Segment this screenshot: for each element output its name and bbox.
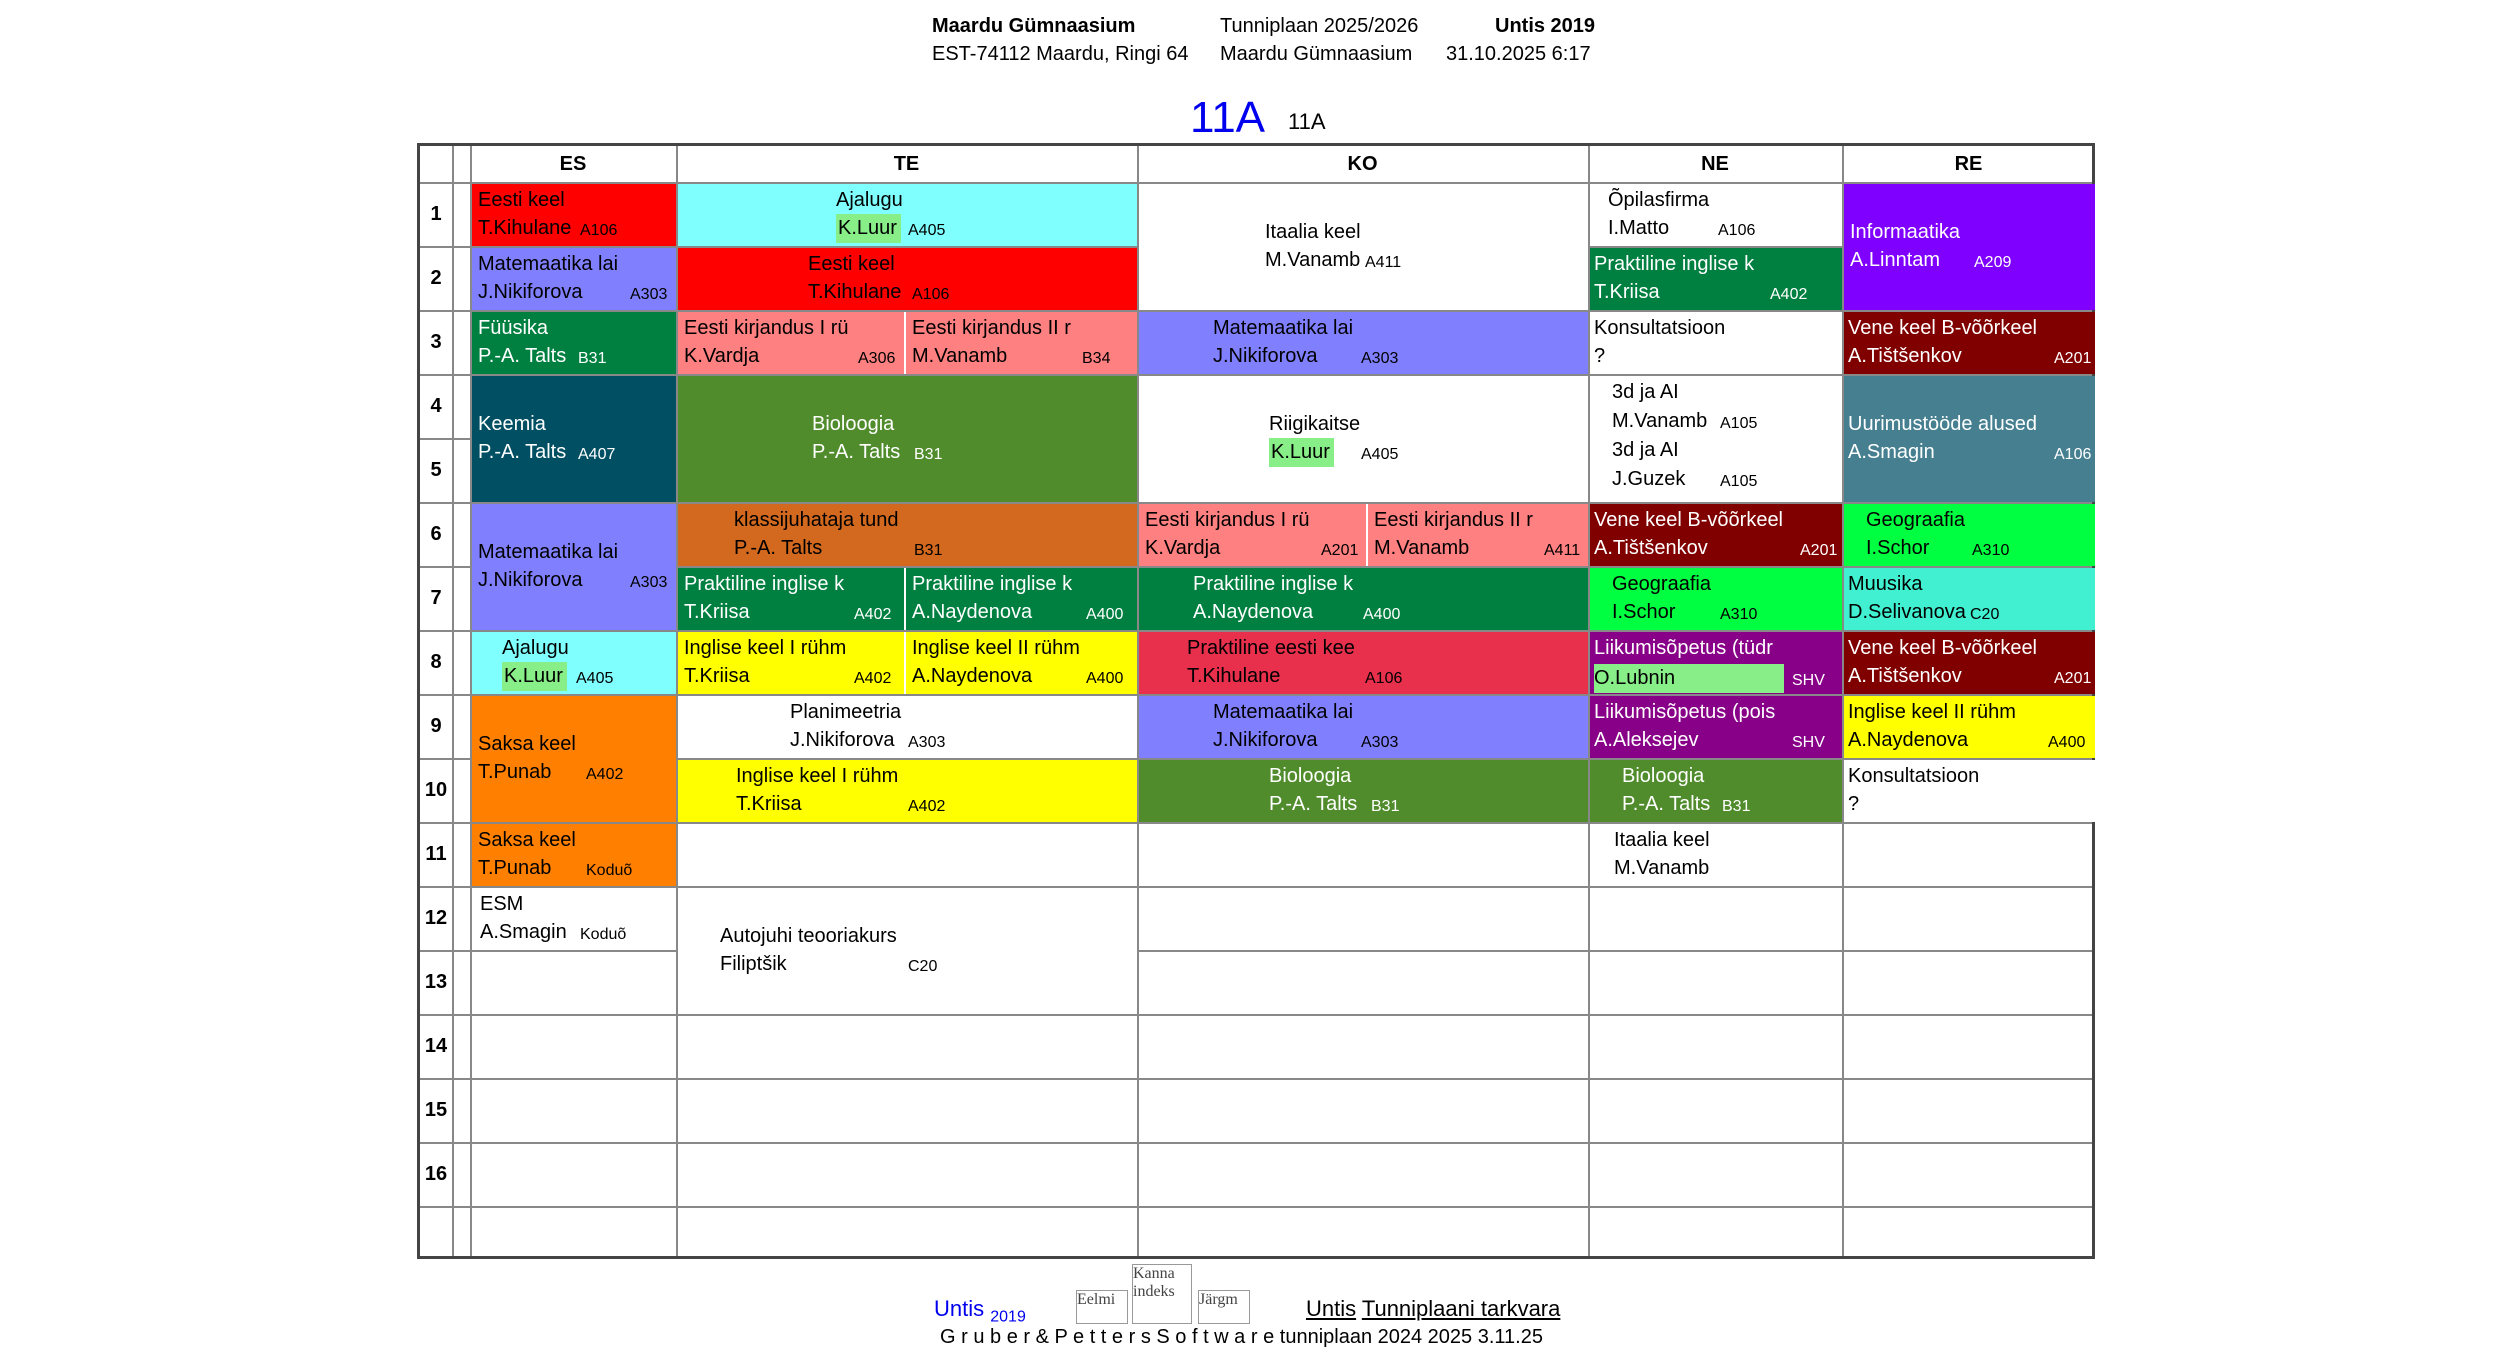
lesson-teacher: ?	[1848, 793, 1860, 815]
lesson-teacher: A.Aleksejev	[1594, 729, 1699, 751]
lesson-teacher: K.Vardja	[684, 345, 760, 367]
lesson-cell[interactable]	[472, 312, 676, 374]
lesson-cell[interactable]	[1139, 504, 1366, 566]
company-name: G r u b e r & P e t t e r s S o f t w a r e	[940, 1326, 1275, 1348]
lesson-room: A303	[1361, 734, 1399, 751]
lesson-cell[interactable]	[1844, 184, 2095, 310]
lesson-room: A402	[854, 670, 892, 687]
lesson-teacher: ?	[1594, 345, 1606, 367]
lesson-room: A402	[908, 798, 946, 815]
lesson-cell[interactable]	[906, 568, 1137, 630]
lesson-room: Koduõ	[580, 926, 627, 943]
lesson-cell[interactable]	[472, 824, 676, 886]
lesson-room: A310	[1720, 606, 1758, 623]
lesson-room: SHV	[1792, 672, 1825, 689]
school-address: EST-74112 Maardu, Ringi 64	[932, 43, 1189, 65]
lesson-room: A201	[1321, 542, 1359, 559]
lesson-teacher: M.Vanamb	[1614, 857, 1710, 879]
print-info: tunniplaan 2024 2025 3.11.25	[1279, 1326, 1543, 1348]
lesson-cell[interactable]	[1139, 696, 1588, 758]
lesson-cell[interactable]	[678, 888, 1137, 1014]
day-header-re: RE	[1954, 153, 1983, 175]
lesson-teacher: P.-A. Talts	[1622, 793, 1711, 815]
lesson-subject: Inglise keel I rühm	[736, 765, 899, 787]
tarkvara-untis: Untis	[1306, 1296, 1357, 1321]
lesson-subject: Füüsika	[478, 317, 549, 339]
school-name: Maardu Gümnaasium	[932, 15, 1136, 37]
lesson-teacher: T.Kriisa	[736, 793, 802, 815]
lesson-cell[interactable]	[1139, 760, 1588, 822]
lesson-cell[interactable]	[678, 632, 904, 694]
lesson-cell[interactable]	[1139, 184, 1588, 310]
lesson-teacher: J.Guzek	[1612, 468, 1686, 490]
period-number: 2	[430, 267, 442, 289]
lesson-cell[interactable]	[1139, 376, 1588, 502]
lesson-cell[interactable]	[1368, 504, 1588, 566]
lesson-room: A201	[1800, 542, 1838, 559]
lesson-subject: Autojuhi teooriakurs	[720, 925, 897, 947]
lesson-teacher: J.Nikiforova	[1213, 729, 1318, 751]
class-subtitle: 11A	[1288, 109, 1326, 134]
lesson-cell[interactable]	[1590, 184, 1842, 246]
next-image-link[interactable]: Järgm	[1198, 1290, 1250, 1324]
lesson-subject: Konsultatsioon	[1848, 765, 1980, 787]
lesson-subject: klassijuhataja tund	[734, 509, 899, 531]
lesson-room: A105	[1720, 473, 1758, 490]
lesson-subject: Informaatika	[1850, 221, 1961, 243]
lesson-subject: Liikumisõpetus (tüdr	[1594, 637, 1773, 659]
period-number: 15	[424, 1099, 448, 1121]
lesson-teacher: T.Punab	[478, 761, 552, 783]
lesson-room: A303	[630, 574, 668, 591]
lesson-subject: Saksa keel	[478, 829, 576, 851]
lesson-subject: Matemaatika lai	[1213, 701, 1354, 723]
lesson-cell[interactable]	[906, 632, 1137, 694]
lesson-teacher: P.-A. Talts	[1269, 793, 1358, 815]
lesson-subject: Uurimustööde alused	[1848, 413, 2037, 435]
lesson-teacher: J.Nikiforova	[790, 729, 895, 751]
lesson-teacher: P.-A. Talts	[478, 441, 567, 463]
lesson-teacher: M.Vanamb	[1374, 537, 1470, 559]
lesson-cell[interactable]	[472, 248, 676, 310]
lesson-teacher: T.Kihulane	[1187, 665, 1281, 687]
lesson-cell[interactable]	[472, 504, 676, 630]
lesson-room: A106	[912, 286, 950, 303]
lesson-teacher: K.Luur	[1269, 438, 1334, 467]
lesson-room: B31	[1722, 798, 1751, 815]
lesson-room: A400	[2048, 734, 2086, 751]
lesson-subject: Riigikaitse	[1269, 413, 1361, 435]
lesson-room: B31	[914, 446, 943, 463]
lesson-subject: Praktiline inglise k	[684, 573, 845, 595]
day-header-ne: NE	[1701, 153, 1729, 175]
lesson-room: A402	[586, 766, 624, 783]
lesson-subject: 3d ja AI	[1612, 381, 1679, 403]
lesson-teacher: T.Kriisa	[684, 601, 750, 623]
lesson-cell[interactable]	[678, 312, 904, 374]
lesson-room: A201	[2054, 670, 2092, 687]
lesson-room: A306	[858, 350, 896, 367]
lesson-subject: Matemaatika lai	[478, 253, 619, 275]
lesson-room: C20	[1970, 606, 2000, 623]
lesson-cell[interactable]	[1844, 760, 2095, 822]
period-number: 9	[430, 715, 442, 737]
lesson-subject: Matemaatika lai	[478, 541, 619, 563]
lesson-subject: Keemia	[478, 413, 546, 435]
lesson-cell[interactable]	[1139, 312, 1588, 374]
lesson-room: A201	[2054, 350, 2092, 367]
lesson-cell[interactable]	[1590, 760, 1842, 822]
lesson-teacher: A.Tištšenkov	[1848, 665, 1962, 687]
lesson-cell[interactable]	[1590, 568, 1842, 630]
period-number: 11	[425, 843, 447, 865]
tarkvara-label: Tunniplaani tarkvara	[1361, 1296, 1561, 1321]
day-header-ko: KO	[1347, 153, 1378, 175]
lesson-subject: Bioloogia	[812, 413, 895, 435]
lesson-cell[interactable]	[1590, 696, 1842, 758]
lesson-teacher: A.Smagin	[1848, 441, 1935, 463]
lesson-subject: Muusika	[1848, 573, 1923, 595]
lesson-room: A400	[1363, 606, 1401, 623]
lesson-cell[interactable]	[1844, 568, 2095, 630]
lesson-teacher: D.Selivanova	[1848, 601, 1966, 623]
lesson-teacher: K.Luur	[502, 662, 567, 691]
lesson-teacher: I.Schor	[1612, 601, 1676, 623]
lesson-cell[interactable]	[1590, 824, 1842, 886]
lesson-subject: Vene keel B-võõrkeel	[1848, 637, 2038, 659]
day-header-es: ES	[559, 153, 587, 175]
lesson-cell[interactable]	[1590, 312, 1842, 374]
period-number: 3	[430, 331, 442, 353]
print-datetime: 31.10.2025 6:17	[1446, 43, 1591, 65]
lesson-subject: Eesti kirjandus I rü	[1145, 509, 1310, 531]
lesson-room: A400	[1086, 670, 1124, 687]
lesson-subject: Õpilasfirma	[1608, 189, 1710, 211]
lesson-subject: Eesti kirjandus I rü	[684, 317, 849, 339]
lesson-room: A303	[630, 286, 668, 303]
lesson-room: A105	[1720, 415, 1758, 432]
lesson-cell[interactable]	[472, 376, 676, 502]
lesson-subject: Inglise keel II rühm	[912, 637, 1080, 659]
lesson-teacher: J.Nikiforova	[478, 569, 583, 591]
lesson-subject: Matemaatika lai	[1213, 317, 1354, 339]
lesson-cell[interactable]	[906, 312, 1137, 374]
lesson-subject: Itaalia keel	[1614, 829, 1710, 851]
untis-link-year: 2019	[990, 1308, 1026, 1326]
lesson-room: A106	[2054, 446, 2092, 463]
lesson-teacher: K.Luur	[836, 214, 901, 243]
untis-version: Untis 2019	[1495, 15, 1596, 37]
lesson-subject: Ajalugu	[836, 189, 903, 211]
lesson-room: A407	[578, 446, 616, 463]
lesson-room: A310	[1972, 542, 2010, 559]
period-number: 14	[424, 1035, 448, 1057]
period-number: 13	[424, 971, 448, 993]
lesson-cell[interactable]	[472, 888, 676, 950]
lesson-room: A405	[908, 222, 946, 239]
period-number: 1	[430, 203, 442, 225]
lesson-subject: ESM	[480, 893, 524, 915]
lesson-teacher: T.Kriisa	[1594, 281, 1660, 303]
lesson-cell[interactable]	[678, 504, 1137, 566]
lesson-teacher: M.Vanamb	[912, 345, 1008, 367]
lesson-subject: Inglise keel II rühm	[1848, 701, 2016, 723]
lesson-subject: Praktiline eesti kee	[1187, 637, 1355, 659]
lesson-teacher: M.Vanamb	[1612, 410, 1708, 432]
lesson-room: B31	[578, 350, 607, 367]
lesson-cell[interactable]	[678, 248, 1137, 310]
lesson-subject: Saksa keel	[478, 733, 576, 755]
lesson-room: A400	[1086, 606, 1124, 623]
lesson-subject: Itaalia keel	[1265, 221, 1361, 243]
lesson-subject: 3d ja AI	[1612, 439, 1679, 461]
previous-image-link[interactable]: Eelmi	[1076, 1290, 1128, 1324]
lesson-room: Koduõ	[586, 862, 633, 879]
timetable-year: Tunniplaan 2025/2026	[1220, 15, 1419, 37]
lesson-room: A106	[580, 222, 618, 239]
period-number: 6	[430, 523, 442, 545]
lesson-subject: Eesti keel	[478, 189, 565, 211]
lesson-teacher: T.Kihulane	[808, 281, 902, 303]
lesson-subject: Planimeetria	[790, 701, 902, 723]
lesson-subject: Praktiline inglise k	[1594, 253, 1755, 275]
period-number: 5	[430, 459, 442, 481]
lesson-room: B34	[1082, 350, 1111, 367]
lesson-subject: Geograafia	[1866, 509, 1965, 531]
lesson-subject: Vene keel B-võõrkeel	[1848, 317, 2038, 339]
lesson-cell[interactable]	[1844, 312, 2095, 374]
lesson-teacher: K.Vardja	[1145, 537, 1221, 559]
lesson-room: A402	[1770, 286, 1808, 303]
lesson-room: A411	[1365, 254, 1402, 271]
lesson-teacher: J.Nikiforova	[478, 281, 583, 303]
lesson-teacher: O.Lubnin	[1594, 664, 1784, 693]
lesson-cell[interactable]	[678, 376, 1137, 502]
lesson-teacher: M.Vanamb	[1265, 249, 1361, 271]
footer-line	[940, 1326, 1543, 1349]
lesson-cell[interactable]	[472, 184, 676, 246]
lesson-cell[interactable]	[1844, 376, 2095, 502]
lesson-teacher: J.Nikiforova	[1213, 345, 1318, 367]
day-header-te: TE	[893, 153, 920, 175]
lesson-subject: Eesti kirjandus II r	[1374, 509, 1533, 531]
school-name-2: Maardu Gümnaasium	[1220, 43, 1413, 65]
lesson-cell[interactable]	[1590, 248, 1842, 310]
lesson-room: C20	[908, 958, 938, 975]
period-number: 4	[430, 395, 442, 417]
lesson-teacher: A.Smagin	[480, 921, 567, 943]
untis-link[interactable]	[934, 1296, 1026, 1326]
lesson-teacher: I.Schor	[1866, 537, 1930, 559]
lesson-room: A106	[1365, 670, 1403, 687]
lesson-cell[interactable]	[472, 632, 676, 694]
lesson-subject: Praktiline inglise k	[912, 573, 1073, 595]
lesson-room: A303	[908, 734, 946, 751]
period-number: 8	[430, 651, 442, 673]
lesson-room: SHV	[1792, 734, 1825, 751]
lesson-subject: Eesti kirjandus II r	[912, 317, 1071, 339]
lesson-subject: Vene keel B-võõrkeel	[1594, 509, 1784, 531]
lesson-subject: Bioloogia	[1622, 765, 1705, 787]
lesson-cell[interactable]	[1590, 504, 1842, 566]
lesson-cell[interactable]	[1590, 376, 1842, 502]
lesson-teacher: A.Naydenova	[912, 665, 1033, 687]
lesson-teacher: A.Naydenova	[1193, 601, 1314, 623]
lesson-teacher: P.-A. Talts	[812, 441, 901, 463]
lesson-teacher: A.Tištšenkov	[1594, 537, 1708, 559]
lesson-room: B31	[1371, 798, 1400, 815]
lesson-teacher: T.Punab	[478, 857, 552, 879]
lesson-room: A405	[1361, 446, 1399, 463]
untis-link-label: Untis	[934, 1296, 985, 1321]
timetable-grid	[417, 143, 2095, 1259]
period-number: 12	[424, 907, 448, 929]
lesson-subject: Inglise keel I rühm	[684, 637, 847, 659]
lesson-cell[interactable]	[678, 760, 1137, 822]
period-number: 7	[430, 587, 442, 609]
lesson-teacher: A.Linntam	[1850, 249, 1941, 271]
period-number: 10	[424, 779, 448, 801]
lesson-cell[interactable]	[1139, 632, 1588, 694]
lesson-cell[interactable]	[1590, 632, 1842, 694]
lesson-teacher: Filiptšik	[720, 953, 787, 975]
lesson-room: A303	[1361, 350, 1399, 367]
lesson-teacher: A.Naydenova	[912, 601, 1033, 623]
lesson-teacher: P.-A. Talts	[478, 345, 567, 367]
period-number: 16	[424, 1163, 448, 1185]
lesson-cell[interactable]	[678, 696, 1137, 758]
lesson-cell[interactable]	[678, 184, 1137, 246]
lesson-cell[interactable]	[1844, 504, 2095, 566]
lesson-cell[interactable]	[1844, 632, 2095, 694]
lesson-cell[interactable]	[1844, 696, 2095, 758]
lesson-room: A106	[1718, 222, 1756, 239]
lesson-teacher: P.-A. Talts	[734, 537, 823, 559]
lesson-teacher: T.Kihulane	[478, 217, 572, 239]
lesson-subject: Geograafia	[1612, 573, 1711, 595]
lesson-teacher: T.Kriisa	[684, 665, 750, 687]
lesson-teacher: I.Matto	[1608, 217, 1670, 239]
lesson-room: A405	[576, 670, 614, 687]
lesson-subject: Bioloogia	[1269, 765, 1352, 787]
lesson-room: A209	[1974, 254, 2012, 271]
lesson-cell[interactable]	[472, 696, 676, 822]
lesson-cell[interactable]	[1139, 568, 1588, 630]
class-title: 11A	[1190, 93, 1266, 142]
lesson-subject: Liikumisõpetus (pois	[1594, 701, 1776, 723]
lesson-room: A411	[1544, 542, 1581, 559]
index-image-link[interactable]: Kanna indeks	[1132, 1264, 1192, 1324]
lesson-subject: Konsultatsioon	[1594, 317, 1726, 339]
lesson-subject: Praktiline inglise k	[1193, 573, 1354, 595]
lesson-subject: Ajalugu	[502, 637, 569, 659]
lesson-cell[interactable]	[678, 568, 904, 630]
lesson-teacher: A.Naydenova	[1848, 729, 1969, 751]
lesson-teacher: A.Tištšenkov	[1848, 345, 1962, 367]
tarkvara-link[interactable]	[1306, 1296, 1560, 1322]
lesson-subject: Eesti keel	[808, 253, 895, 275]
lesson-room: B31	[914, 542, 943, 559]
lesson-room: A402	[854, 606, 892, 623]
